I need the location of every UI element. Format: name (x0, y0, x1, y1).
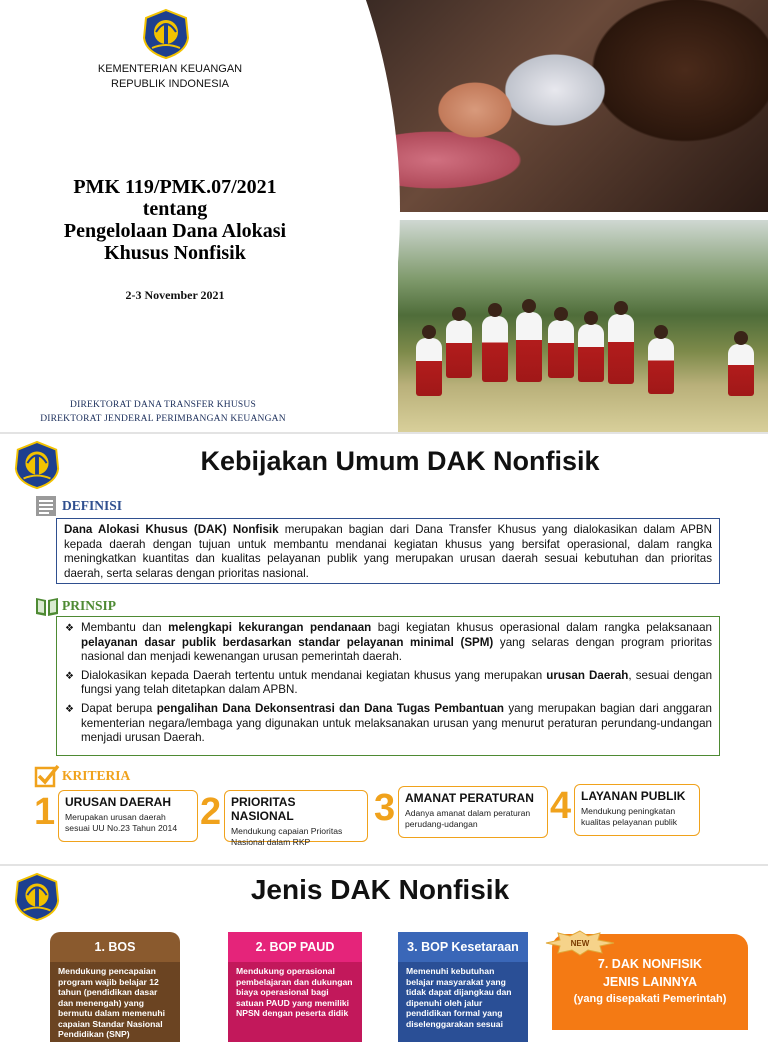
document-icon (34, 494, 60, 518)
kriteria-card: 4 LAYANAN PUBLIK Mendukung peningkatan kualitas pelayanan publik (550, 784, 730, 836)
svg-text:NEW: NEW (570, 939, 590, 948)
book-icon (34, 594, 60, 618)
list-item: ❖ Dialokasikan kepada Daerah tertentu untuk mendanai kegiatan khusus yang merupakan urusan Daerah, sesuai dengan fungsi yang telah ditetapkan dalam APBN. (65, 668, 713, 697)
jenis-card-lainnya: 7. DAK NONFISIK JENIS LAINNYA (yang disepakati Pemerintah) (552, 934, 748, 1030)
policy-slide (0, 434, 768, 864)
kemenkeu-logo-icon (140, 8, 192, 60)
jenis-card-bop-paud: 2. BOP PAUD Mendukung operasional pembelajaran dan dukungan biaya operasional bagi satuan PAUD yang memiliki NPSN dengan peserta didik (228, 932, 362, 1042)
kemenkeu-logo-icon (12, 440, 62, 490)
cover-title: PMK 119/PMK.07/2021 tentang Pengelolaan Dana Alokasi Khusus Nonfisik (63, 176, 287, 264)
prinsip-box (56, 616, 720, 756)
checkbox-check-icon (34, 764, 60, 788)
definisi-heading: DEFINISI (34, 494, 122, 518)
kriteria-heading: KRITERIA (34, 764, 130, 788)
kriteria-card: 1 URUSAN DAERAH Merupakan urusan daerah sesuai UU No.23 Tahun 2014 (34, 790, 202, 842)
photo-immunization (365, 0, 768, 212)
new-badge-icon (538, 930, 622, 956)
ministry-name: KEMENTERIAN KEUANGAN REPUBLIK INDONESIA (97, 63, 243, 90)
kriteria-card: 3 AMANAT PERATURAN Adanya amanat dalam peraturan perudang-udangan (374, 786, 554, 838)
page-title: Kebijakan Umum DAK Nonfisik (200, 446, 600, 476)
jenis-card-bos: 1. BOS Mendukung pencapaian program wajib belajar 12 tahun (pendidikan dasar dan menengah) yang bermutu dalam memenuhi capaian Standar Nasional Pendidikan (SNP) (50, 932, 180, 1042)
kriteria-row (34, 785, 754, 850)
page-title: Jenis DAK Nonfisik (250, 874, 510, 905)
directorate-footer: DIREKTORAT DANA TRANSFER KHUSUS DIREKTORAT JENDERAL PERIMBANGAN KEUANGAN (40, 400, 286, 424)
cover-date: 2-3 November 2021 (125, 288, 225, 302)
definisi-box: Dana Alokasi Khusus (DAK) Nonfisik merupakan bagian dari Dana Transfer Khusus yang dialokasikan dalam APBN kepada daerah dengan tujuan untuk membantu mendanai kegiatan khusus yang bersifat operasional, dalam rangka meningkatkan kuantitas dan kualitas pelayanan publik yang merupakan urusan daerah sesuai kebutuhan dan prioritas daerah, serta selaras dengan prioritas nasional. (56, 518, 720, 584)
kemenkeu-logo-icon (12, 872, 62, 922)
list-item: ❖ Membantu dan melengkapi kekurangan pendanaan bagi kegiatan khusus operasional dalam rangka pelaksanaan pelayanan dasar publik berdasarkan standar pelayanan minimal (SPM) yang selaras dengan program prioritas nasional dan menjadi kewenangan urusan pemerintah daerah. (65, 621, 713, 664)
prinsip-heading: PRINSIP (34, 594, 116, 618)
kriteria-card: 2 PRIORITAS NASIONAL Mendukung capaian Prioritas Nasional dalam RKP (200, 790, 380, 842)
cover-slide (0, 0, 768, 432)
photo-students (398, 220, 768, 432)
jenis-card-bop-kesetaraan: 3. BOP Kesetaraan Memenuhi kebutuhan belajar masyarakat yang tidak dapat dijangkau dan dipenuhi oleh jalur pendidikan formal yang diselenggarakan sesuai (398, 932, 528, 1042)
types-slide (0, 866, 768, 1039)
diamond-bullet-icon: ❖ (65, 623, 74, 634)
diamond-bullet-icon: ❖ (65, 670, 74, 682)
list-item: ❖ Dapat berupa pengalihan Dana Dekonsentrasi dan Dana Tugas Pembantuan yang merupakan bagian dari anggaran kementerian negara/lembaga yang digunakan untuk melaksanakan urusan yang menurut peraturan perundang-undangan menjadi urusan Daerah. (65, 701, 712, 745)
diamond-bullet-icon: ❖ (65, 703, 74, 715)
